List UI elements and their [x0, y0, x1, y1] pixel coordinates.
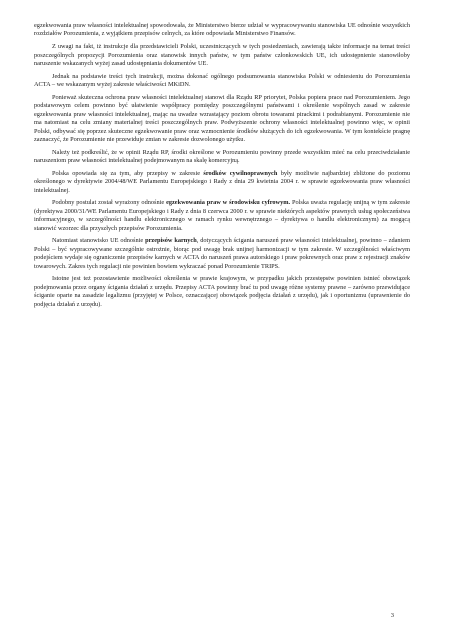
bold-text-run: egzekwowania praw w środowisku cyfrowym. — [166, 199, 291, 207]
text-run: Podobny postulat został wyrażony odnośnie — [52, 199, 167, 207]
page-number: 3 — [390, 611, 394, 619]
text-run: były możliwie najbardziej zbliżone do poziomu określonego w dyrektywie 2004/48/WE Parlamentu Europejskiego i Rady z dnia 29 kwietnia 2004 r. w sprawie egzekwowania praw własności intelektualnej. — [34, 169, 410, 194]
text-run: Z uwagi na fakt, iż instrukcje dla przedstawicieli Polski, uczestniczących w tych posiedzeniach, zawierają także informacje na temat treści poszczególnych propozycji Porozumienia oraz stanowisk innych państw, w tym państw członkowskich UE, ich udostępnienie stanowiłoby naruszenie wskazanych wyżej zasad udostępniania dokumentów UE. — [34, 43, 410, 67]
paragraph — [34, 170, 410, 195]
text-run: Jednak na podstawie treści tych instrukcji, można dokonać ogólnego podsumowania stanowiska Polski w odniesieniu do Porozumienia ACTA – we wskazanym wyżej zakresie właściwości MKiDN. — [34, 72, 410, 89]
text-run: Natomiast stanowisko UE odnośnie — [52, 237, 146, 245]
paragraph — [34, 73, 410, 90]
paragraph — [34, 275, 410, 309]
text-run: Należy też podkreślić, że w opinii Rządu RP, środki określone w Porozumieniu powinny przede wszystkim mieć na celu przeciwdziałanie naruszeniom praw własności intelektualnej podejmowanym na skalę komercyjną. — [34, 148, 410, 165]
paragraph — [34, 237, 410, 271]
paragraph — [34, 149, 410, 166]
text-run: Ponieważ skuteczna ochrona praw własności intelektualnej stanowi dla Rządu RP priorytet, Polska popiera prace nad Porozumieniem. Jego podstawowym celem powinno być ułatwienie współpracy pomiędzy poszczególnymi państwami i określenie wspólnych zasad w zakresie egzekwowania praw własności intelektualnej, mając na uwadze wzrastający poziom obrotu towarami pirackimi i podrabianymi. Porozumienie nie ma natomiast na celu zmiany materialnej treści poszczególnych praw. Podwyższenie ochrony własności intelektualnej powinno więc, w opinii Polski, odbywać się poprzez skuteczne egzekwowanie praw oraz wzmocnienie środków służących do ich egzekwowania. W tym kontekście pragnę zaznaczyć, że Porozumienie nie przewiduje zmian w zakresie dozwolonego użytku. — [34, 93, 410, 143]
paragraph — [34, 199, 410, 233]
text-run: Polska opowiada się za tym, aby przepisy w zakresie — [52, 169, 204, 177]
bold-text-run: środków cywilnoprawnych — [203, 169, 278, 177]
bold-text-run: przepisów karnych — [145, 237, 197, 245]
text-run: egzekwowania praw własności intelektualnej spowodowała, że Ministerstwo bierze udział w wypracowywaniu stanowiska UE odnośnie wszystkich rozdziałów Porozumienia, z wyjątkiem przepisów celnych, za które odpowiada Ministerstwo Finansów. — [34, 22, 410, 38]
paragraph — [34, 43, 410, 68]
text-run: Polska uważa regulację unijną w tym zakresie (dyrektywa 2000/31/WE Parlamentu Europejskiego i Rady z dnia 8 czerwca 2000 r. w sprawie niektórych aspektów prawnych usług społeczeństwa informacyjnego, w szczególności handlu elektronicznego w ramach rynku wewnętrznego – dyrektywa o handlu elektronicznym) za mogącą stanowić wzorzec dla przyszłych przepisów Porozumienia. — [34, 199, 410, 232]
paragraph — [34, 22, 410, 39]
paragraph — [34, 94, 410, 145]
document-body — [34, 22, 410, 309]
text-run: Istotne jest też pozostawienie możliwości określenia w prawie krajowym, w przypadku jakich przestępstw powinien istnieć obowiązek podejmowania przez organy ścigania działań z urzędu. Przepisy ACTA powinny brać tu pod uwagę różne systemy prawne – zarówno przewidujące ściganie oparte na zasadzie legalizmu (przyjętej w Polsce, oznaczającej obowiązek podjęcia działań z urzędu), jak i oportunizmu (uprawnienie do podjęcia działań z urzędu). — [34, 275, 410, 308]
text-run: , dotyczących ścigania naruszeń praw własności intelektualnej, powinno – zdaniem Polski – być wypracowywane szczególnie ostrożnie, biorąc pod uwagę brak unijnej harmonizacji w tym zakresie. W szczególności właściwym podejściem wydaje się ograniczenie przepisów karnych w ACTA do naruszeń prawa autorskiego i praw pokrewnych oraz praw z rejestracji znaków towarowych. Zakres tych regulacji nie powinien bowiem wykraczać ponad Porozumienie TRIPS. — [34, 237, 410, 270]
